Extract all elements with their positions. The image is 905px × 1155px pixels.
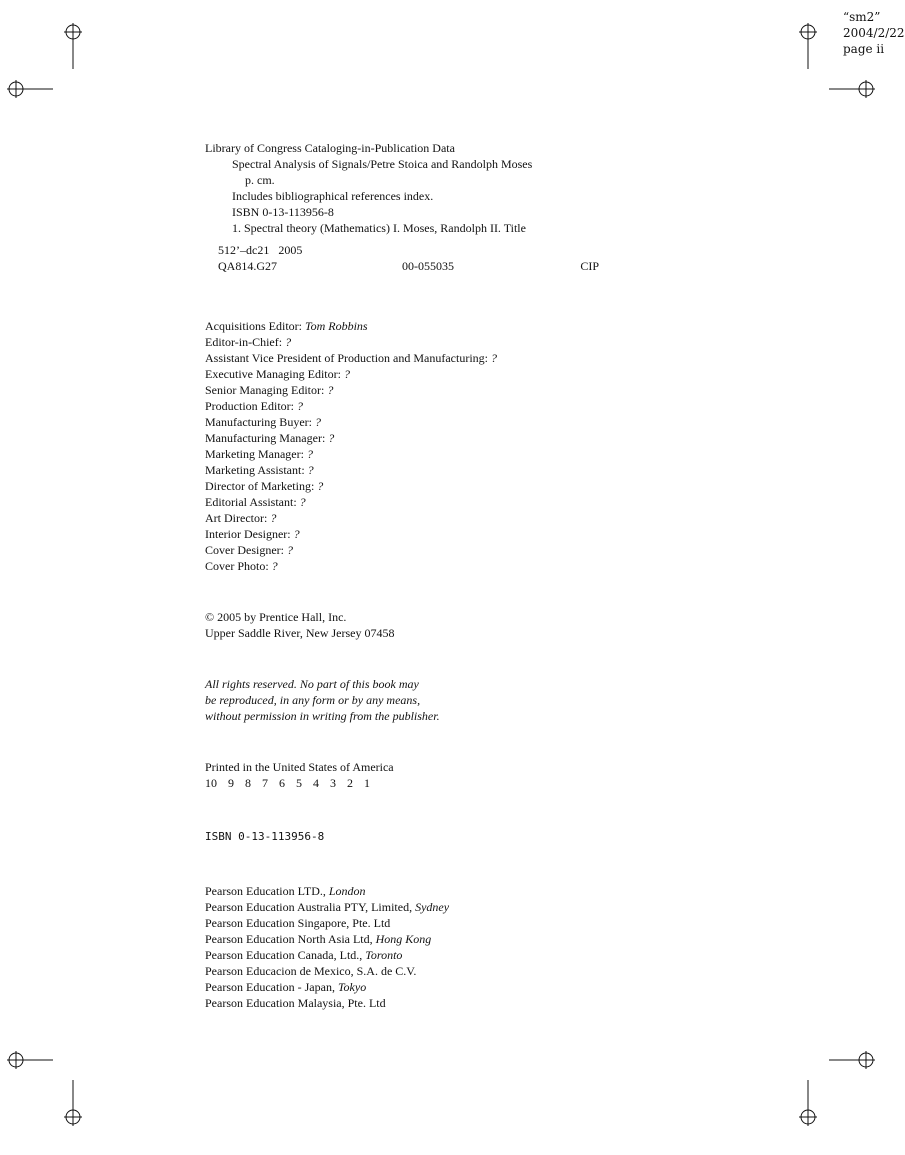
- publisher-row: [205, 995, 605, 1011]
- running-header: [843, 9, 905, 57]
- crop-mark-bottom-right-inner: [799, 1080, 817, 1126]
- cip-class-line: 512’–dc21 2005: [218, 243, 303, 257]
- publisher-city: Tokyo: [337, 980, 367, 994]
- crop-mark-top-right-inner: [799, 23, 817, 69]
- printing-numbers: [205, 775, 605, 791]
- credit-row: [205, 494, 605, 510]
- credit-name: ?: [491, 351, 498, 365]
- cip-heading: Library of Congress Cataloging-in-Publication Data: [205, 141, 455, 155]
- credit-row: [205, 366, 605, 382]
- rights-line: be reproduced, in any form or by any means,: [205, 693, 421, 707]
- credit-name: ?: [299, 495, 306, 509]
- credit-name: ?: [328, 431, 335, 445]
- credit-role: Assistant Vice President of Production and Manufacturing:: [205, 351, 489, 365]
- credit-row: [205, 478, 605, 494]
- publisher-row: [205, 947, 605, 963]
- publisher-name: Pearson Education Singapore, Pte. Ltd: [205, 916, 391, 930]
- printing-number: 7: [262, 776, 268, 790]
- credit-row: [205, 334, 605, 350]
- rights-notice: [205, 676, 605, 724]
- credit-role: Manufacturing Buyer:: [205, 415, 312, 429]
- cip-isbn: ISBN 0-13-113956-8: [232, 205, 334, 219]
- credit-row: [205, 414, 605, 430]
- credit-name: ?: [270, 511, 277, 525]
- printing-block: [205, 759, 605, 791]
- cip-call-number: QA814.G27: [218, 259, 277, 273]
- credit-role: Senior Managing Editor:: [205, 383, 325, 397]
- publisher-address: Upper Saddle River, New Jersey 07458: [205, 626, 395, 640]
- page-number: page ii: [843, 42, 885, 56]
- printing-number: 6: [279, 776, 285, 790]
- credit-name: ?: [306, 447, 313, 461]
- credit-name: ?: [293, 527, 300, 541]
- copyright-block: [205, 609, 605, 641]
- publisher-list: [205, 883, 605, 1011]
- publisher-row: [205, 883, 605, 899]
- credit-name: Tom Robbins: [305, 319, 368, 333]
- printing-number: 2: [347, 776, 353, 790]
- credit-row: [205, 526, 605, 542]
- credit-name: ?: [343, 367, 350, 381]
- printing-number: 3: [330, 776, 336, 790]
- credit-role: Editorial Assistant:: [205, 495, 297, 509]
- credit-role: Art Director:: [205, 511, 268, 525]
- credit-role: Acquisitions Editor:: [205, 319, 302, 333]
- cip-refs: Includes bibliographical references index.: [232, 189, 434, 203]
- publisher-city: Hong Kong: [375, 932, 432, 946]
- credit-row: [205, 510, 605, 526]
- publisher-row: [205, 979, 605, 995]
- credit-role: Editor-in-Chief:: [205, 335, 283, 349]
- cip-lccn: 00-055035: [402, 259, 454, 273]
- credit-name: ?: [307, 463, 314, 477]
- copyright-page-body: [205, 140, 605, 1011]
- credit-name: ?: [297, 399, 303, 413]
- credit-name: ?: [271, 559, 278, 573]
- publisher-name: Pearson Education Malaysia, Pte. Ltd: [205, 996, 386, 1010]
- credit-role: Manufacturing Manager:: [205, 431, 326, 445]
- printing-number: 10: [205, 776, 217, 790]
- credit-row: [205, 558, 605, 574]
- cip-tag: CIP: [580, 259, 599, 273]
- printed-in: Printed in the United States of America: [205, 760, 394, 774]
- credit-name: ?: [317, 479, 324, 493]
- publisher-city: London: [328, 884, 366, 898]
- publisher-row: [205, 963, 605, 979]
- crop-mark-top-left-outer: [7, 80, 53, 98]
- cip-subjects: 1. Spectral theory (Mathematics) I. Moses, Randolph II. Title: [232, 221, 526, 235]
- publisher-name: Pearson Education LTD.,: [205, 884, 329, 898]
- publisher-name: Pearson Education Canada, Ltd.,: [205, 948, 366, 962]
- printing-number: 1: [364, 776, 370, 790]
- header-date: 2004/2/22: [843, 26, 905, 40]
- credit-name: ?: [285, 335, 292, 349]
- publisher-city: Sydney: [415, 900, 450, 914]
- credit-role: Executive Managing Editor:: [205, 367, 341, 381]
- publisher-row: [205, 899, 605, 915]
- credits-list: [205, 318, 605, 574]
- publisher-name: Pearson Education - Japan,: [205, 980, 338, 994]
- isbn-code: ISBN 0-13-113956-8: [205, 830, 325, 843]
- publisher-name: Pearson Education North Asia Ltd,: [205, 932, 376, 946]
- printing-number: 4: [313, 776, 319, 790]
- crop-mark-top-right-outer: [829, 80, 875, 98]
- credit-name: ?: [327, 383, 334, 397]
- printing-number: 9: [228, 776, 234, 790]
- file-tag: “sm2”: [843, 10, 881, 24]
- printing-number: 5: [296, 776, 302, 790]
- publisher-row: [205, 931, 605, 947]
- publisher-name: Pearson Education Australia PTY, Limited,: [205, 900, 416, 914]
- credit-row: [205, 446, 605, 462]
- publisher-row: [205, 915, 605, 931]
- credit-row: [205, 430, 605, 446]
- crop-mark-top-left-inner: [64, 23, 82, 69]
- credit-name: ?: [286, 543, 293, 557]
- credit-row: [205, 398, 605, 414]
- cip-block: [205, 140, 605, 274]
- publisher-city: Toronto: [365, 948, 403, 962]
- publisher-name: Pearson Educacion de Mexico, S.A. de C.V.: [205, 964, 417, 978]
- credit-role: Cover Photo:: [205, 559, 269, 573]
- credit-role: Cover Designer:: [205, 543, 284, 557]
- credit-role: Director of Marketing:: [205, 479, 315, 493]
- credit-row: [205, 382, 605, 398]
- cip-title-line: Spectral Analysis of Signals/Petre Stoica and Randolph Moses: [232, 157, 533, 171]
- crop-mark-bottom-left-inner: [64, 1080, 82, 1126]
- credit-row: [205, 542, 605, 558]
- credit-name: ?: [314, 415, 321, 429]
- copyright-line: © 2005 by Prentice Hall, Inc.: [205, 610, 347, 624]
- credit-role: Marketing Assistant:: [205, 463, 305, 477]
- rights-line: All rights reserved. No part of this book may: [205, 677, 419, 691]
- credit-role: Marketing Manager:: [205, 447, 304, 461]
- rights-line: without permission in writing from the publisher.: [205, 709, 440, 723]
- credit-role: Interior Designer:: [205, 527, 291, 541]
- credit-row: [205, 462, 605, 478]
- printing-number: 8: [245, 776, 251, 790]
- credit-role: Production Editor:: [205, 399, 294, 413]
- crop-mark-bottom-left-outer: [7, 1051, 53, 1069]
- credit-row: [205, 318, 605, 334]
- credit-row: [205, 350, 605, 366]
- cip-call-row: [205, 258, 605, 274]
- cip-pcm: p. cm.: [245, 173, 275, 187]
- crop-mark-bottom-right-outer: [829, 1051, 875, 1069]
